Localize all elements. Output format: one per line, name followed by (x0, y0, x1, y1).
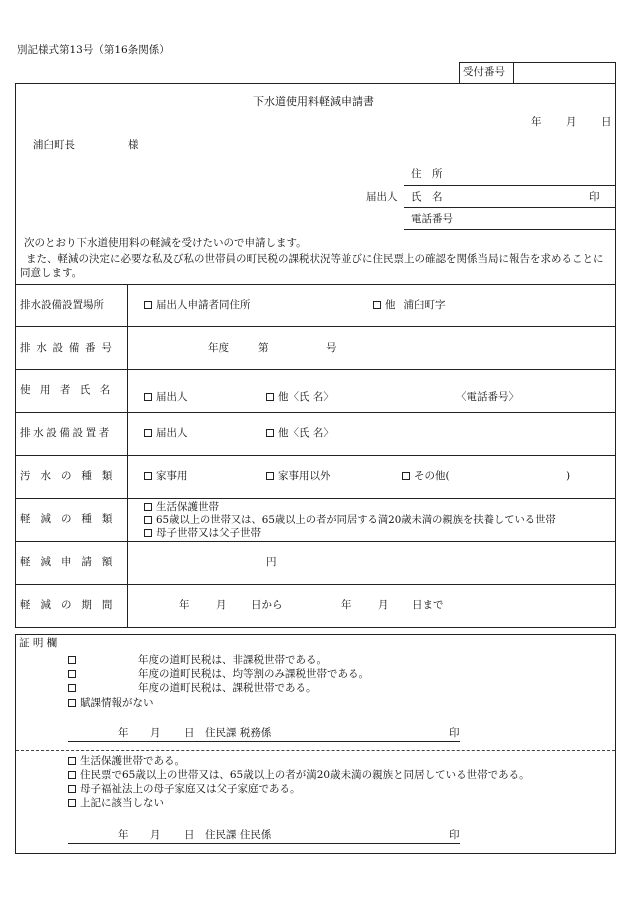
form-number: 別記様式第13号（第16条関係） (17, 44, 170, 56)
checkbox[interactable] (68, 684, 76, 692)
installer-option-other[interactable]: 他〈氏 名〉 (266, 428, 334, 439)
number-go-label: 号 (326, 342, 337, 354)
res-option-none[interactable]: 上記に該当しない (68, 798, 164, 809)
tax-sign-department: 住民課 税務係 (205, 727, 272, 739)
row-label-amount: 軽減申請額 (20, 556, 123, 568)
row-label-user: 使用者氏名 (20, 384, 120, 396)
applicant-address-field[interactable] (455, 166, 613, 182)
number-dai-label: 第 (258, 342, 269, 354)
intro-line-2: また、軽減の決定に必要な私及び私の世帯員の町民税の課税状況等並びに住民票上の確認を関係当局に報告を求めることに同意します。 (20, 253, 604, 279)
receipt-number-label: 受付番号 (463, 66, 505, 78)
res-sign-department: 住民課 住民係 (205, 829, 272, 841)
applicant-label: 届出人 (366, 191, 398, 203)
certification-section (15, 634, 616, 854)
res-sign-month: 月 (150, 829, 161, 841)
tax-sign-month: 月 (150, 727, 161, 739)
checkbox[interactable] (373, 301, 381, 309)
period-to-year: 年 (341, 599, 352, 611)
tax-option-nontaxable-text: 年度の道町民税は、非課税世帯である。 (138, 654, 327, 666)
location-option-other[interactable]: 他 浦臼町字 (373, 300, 446, 311)
row-label-location: 排水設備設置場所 (20, 299, 104, 311)
sewage-option-other[interactable]: その他( (402, 471, 450, 482)
form-title: 下水道使用料軽減申請書 (253, 95, 374, 108)
tax-option-nontaxable[interactable] (68, 655, 80, 666)
res-sign-day: 日 (184, 829, 195, 841)
date-month-label: 月 (566, 116, 577, 128)
period-from-year: 年 (179, 599, 190, 611)
checkbox[interactable] (266, 429, 274, 437)
applicant-phone-field[interactable] (460, 211, 613, 227)
checkbox[interactable] (144, 393, 152, 401)
user-option-applicant[interactable]: 届出人 (144, 392, 188, 403)
sewage-other-close-paren: ) (566, 470, 571, 482)
checkbox[interactable] (68, 699, 76, 707)
checkbox[interactable] (68, 799, 76, 807)
tax-option-equal-only-text: 年度の道町民税は、均等割のみ課税世帯である。 (138, 668, 369, 680)
sewage-option-household[interactable]: 家事用 (144, 471, 188, 482)
checkbox[interactable] (144, 529, 152, 537)
res-sign-seal: 印 (449, 829, 460, 841)
sewage-option-non-household[interactable]: 家事用以外 (266, 471, 331, 482)
res-option-single-parent[interactable]: 母子福祉法上の母子家庭又は父子家庭である。 (68, 784, 301, 795)
applicant-name-field[interactable] (455, 189, 580, 205)
period-to-month: 月 (378, 599, 389, 611)
row-label-number: 排水設備番号 (20, 342, 118, 354)
location-option-same-address[interactable]: 届出人申請者同住所 (144, 300, 251, 311)
reduction-option-single-parent[interactable]: 母子世帯又は父子世帯 (144, 528, 261, 539)
checkbox[interactable] (68, 656, 76, 664)
checkbox[interactable] (266, 393, 274, 401)
row-label-reduction-type: 軽減の種類 (20, 513, 123, 525)
checkbox[interactable] (144, 516, 152, 524)
number-year-label: 年度 (208, 342, 229, 354)
tax-sign-seal: 印 (449, 727, 460, 739)
row-label-installer: 排水設備設置者 (20, 427, 112, 439)
certification-label: 証 明 欄 (19, 637, 58, 649)
checkbox[interactable] (144, 472, 152, 480)
period-to-day: 日まで (412, 599, 444, 611)
user-option-other[interactable]: 他〈氏 名〉 (266, 392, 334, 403)
receipt-number-field[interactable] (520, 64, 612, 82)
tax-option-no-info[interactable]: 賦課情報がない (68, 698, 154, 709)
applicant-address-label: 住 所 (411, 168, 443, 180)
installer-option-applicant[interactable]: 届出人 (144, 428, 188, 439)
addressee-mayor: 浦臼町長 (33, 139, 75, 151)
checkbox[interactable] (266, 472, 274, 480)
tax-sign-year: 年 (118, 727, 129, 739)
res-option-welfare[interactable]: 生活保護世帯である。 (68, 756, 185, 767)
applicant-seal-mark: 印 (589, 191, 600, 203)
period-from-day: 日から (251, 599, 283, 611)
res-sign-year: 年 (118, 829, 129, 841)
res-option-elderly[interactable]: 住民票で65歳以上の世帯又は、65歳以上の者が満20歳未満の親族と同居している世帯である。 (68, 770, 530, 781)
row-label-sewage: 汚水の種類 (20, 470, 123, 482)
application-form (15, 83, 616, 628)
reduction-option-welfare[interactable]: 生活保護世帯 (144, 502, 219, 513)
row-label-period: 軽減の期間 (20, 599, 123, 611)
tax-sign-day: 日 (184, 727, 195, 739)
reduction-option-elderly[interactable]: 65歳以上の世帯又は、65歳以上の者が同居する満20歳未満の親族を扶養している世帯 (144, 515, 556, 525)
addressee-honorific: 様 (128, 139, 139, 151)
period-from-month: 月 (216, 599, 227, 611)
intro-line-1: 次のとおり下水道使用料の軽減を受けたいので申請します。 (24, 237, 307, 249)
tax-option-taxable[interactable] (68, 683, 80, 694)
location-town-prefix: 浦臼町字 (403, 299, 446, 311)
applicant-name-label: 氏 名 (411, 191, 443, 203)
checkbox[interactable] (144, 429, 152, 437)
date-year-label: 年 (531, 116, 542, 128)
tax-option-equal-only[interactable] (68, 669, 80, 680)
tax-option-taxable-text: 年度の道町民税は、課税世帯である。 (138, 682, 317, 694)
checkbox[interactable] (144, 503, 152, 511)
amount-field[interactable] (140, 552, 260, 570)
checkbox[interactable] (68, 771, 76, 779)
amount-yen-label: 円 (266, 556, 277, 568)
date-day-label: 日 (601, 116, 612, 128)
checkbox[interactable] (68, 785, 76, 793)
checkbox[interactable] (68, 757, 76, 765)
user-phone-label: 〈電話番号〉 (456, 391, 519, 403)
applicant-phone-label: 電話番号 (411, 213, 453, 225)
checkbox[interactable] (68, 670, 76, 678)
checkbox[interactable] (144, 301, 152, 309)
checkbox[interactable] (402, 472, 410, 480)
